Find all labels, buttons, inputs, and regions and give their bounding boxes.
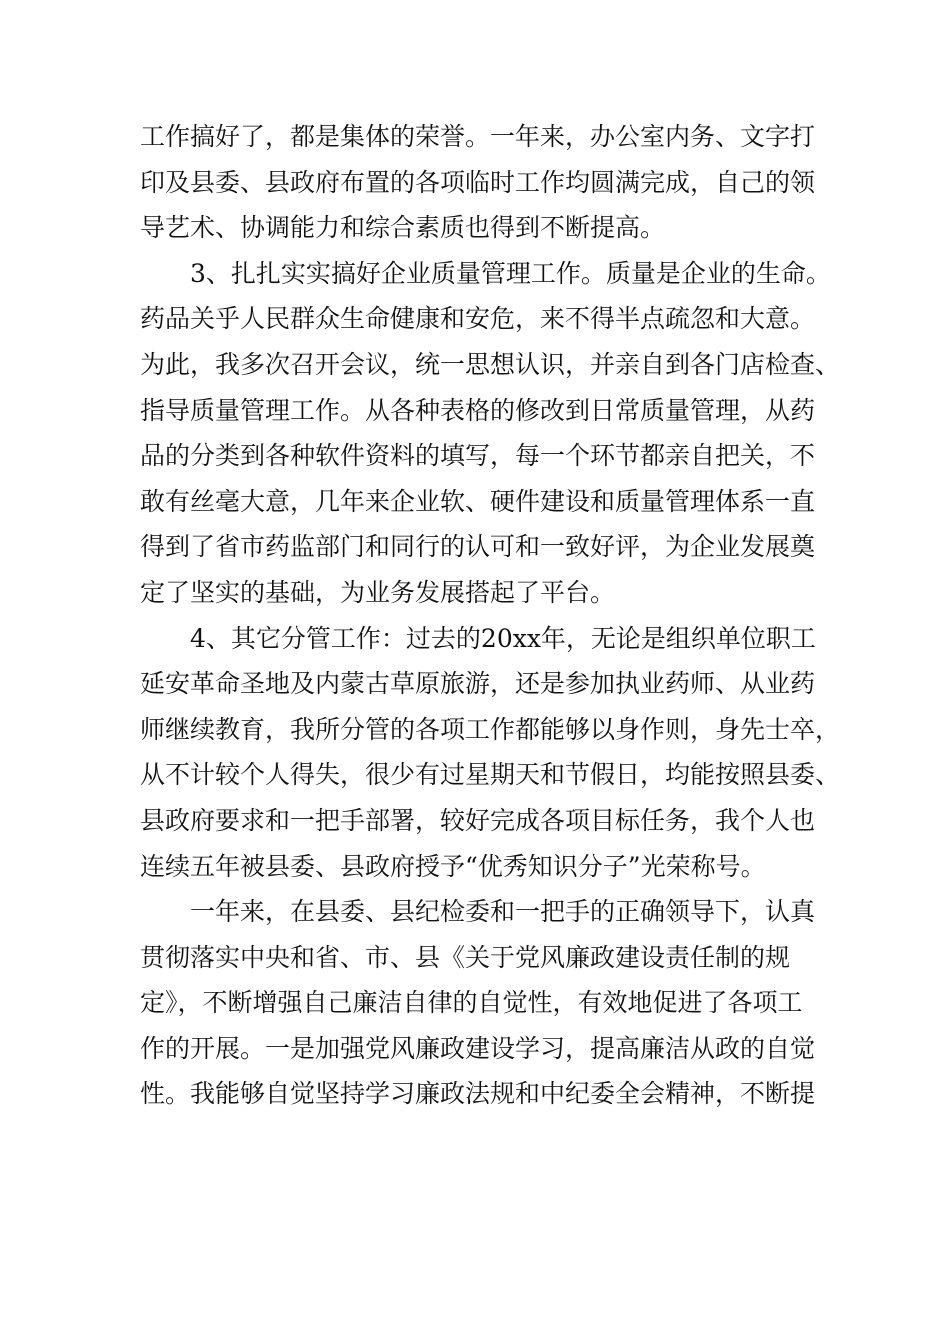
text-line: 指导质量管理工作。从各种表格的修改到日常质量管理，从药 [140, 395, 816, 425]
text-line: 品的分类到各种软件资料的填写，每一个环节都亲自把关，不 [140, 441, 816, 471]
text-line: 贯彻落实中央和省、市、县《关于党风廉政建设责任制的规 [140, 942, 791, 972]
text-line: 一年来，在县委、县纪检委和一把手的正确领导下，认真 [190, 897, 816, 927]
text-line: 3、扎扎实实搞好企业质量管理工作。质量是企业的生命。 [190, 258, 831, 288]
text-line: 连续五年被县委、县政府授予“优秀知识分子”光荣称号。 [140, 851, 766, 881]
text-line: 4、其它分管工作：过去的20xx年，无论是组织单位职工 [190, 623, 816, 653]
text-line: 从不计较个人得失，很少有过星期天和节假日，均能按照县委、 [140, 760, 841, 790]
text-line: 定了坚实的基础，为业务发展搭起了平台。 [140, 577, 616, 607]
text-line: 延安革命圣地及内蒙古草原旅游，还是参加执业药师、从业药 [140, 669, 816, 699]
text-line: 师继续教育，我所分管的各项工作都能够以身作则，身先士卒， [140, 714, 841, 744]
text-line: 性。我能够自觉坚持学习廉政法规和中纪委全会精神，不断提 [140, 1079, 816, 1109]
text-line: 县政府要求和一把手部署，较好完成各项目标任务，我个人也 [140, 805, 816, 835]
text-line: 为此，我多次召开会议，统一思想认识，并亲自到各门店检查、 [140, 349, 841, 379]
text-line: 定》，不断增强自己廉洁自律的自觉性，有效地促进了各项工 [140, 988, 803, 1018]
text-line: 敢有丝毫大意，几年来企业软、硬件建设和质量管理体系一直 [140, 486, 816, 516]
document-body [140, 114, 840, 1117]
text-line: 印及县委、县政府布置的各项临时工作均圆满完成，自己的领 [140, 167, 816, 197]
text-line: 导艺术、协调能力和综合素质也得到不断提高。 [140, 213, 666, 243]
text-line: 工作搞好了，都是集体的荣誉。一年来，办公室内务、文字打 [140, 122, 816, 151]
text-line: 得到了省市药监部门和同行的认可和一致好评，为企业发展奠 [140, 532, 816, 562]
text-line: 作的开展。一是加强党风廉政建设学习，提高廉洁从政的自觉 [140, 1033, 816, 1063]
text-line: 药品关乎人民群众生命健康和安危，来不得半点疏忽和大意。 [140, 304, 816, 334]
